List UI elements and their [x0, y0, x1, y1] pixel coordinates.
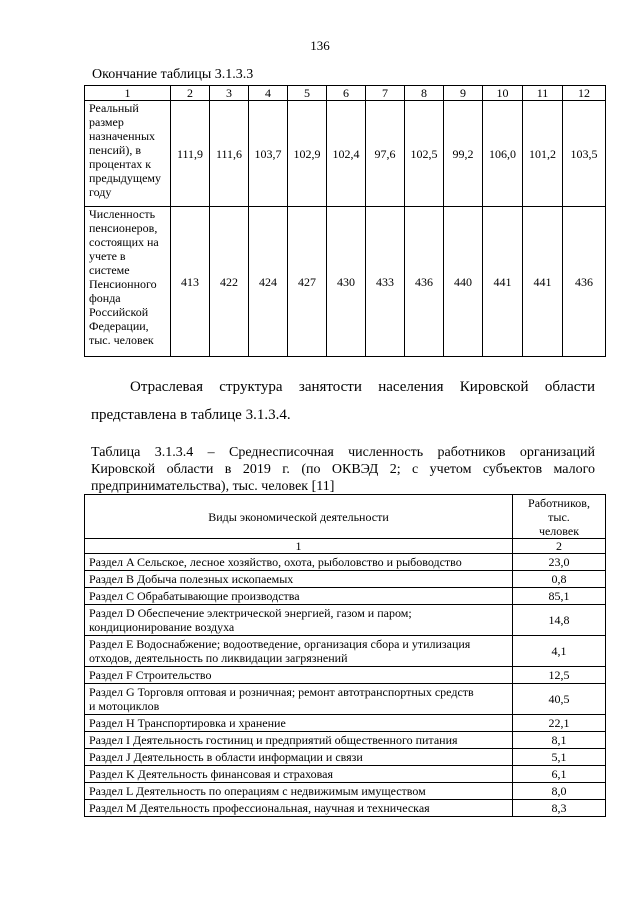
activity-name-line: Раздел B Добыча полезных ископаемых [89, 572, 294, 586]
table2-row [85, 636, 606, 667]
workers-value: 85,1 [513, 588, 606, 605]
label-line: системе [89, 263, 130, 277]
activity-name-line: Раздел I Деятельность гостиниц и предприятий общественного питания [89, 733, 458, 747]
activity-name-line: Раздел E Водоснабжение; водоотведение, организация сбора и утилизация [89, 637, 471, 651]
header-line: Работников, [528, 495, 590, 510]
table2-header-row [85, 495, 606, 539]
table1-col-number: 4 [249, 86, 288, 101]
paragraph-line-1: Отраслевая структура занятости населения Кировской области [130, 379, 595, 395]
table2-col1-header: Виды экономической деятельности [85, 495, 513, 539]
table2-col-number: 1 [85, 539, 513, 554]
table2-row [85, 588, 606, 605]
activity-name-line: Раздел D Обеспечение электрической энергией, газом и паром; [89, 606, 412, 620]
label-line: году [89, 185, 112, 199]
table1-cell: 103,5 [563, 101, 606, 207]
table1-row-label [85, 101, 171, 207]
table1-row [85, 101, 606, 207]
label-line: Федерации, [89, 319, 149, 333]
header-line: человек [538, 523, 580, 538]
activity-name-line: Раздел C Обрабатывающие производства [89, 589, 300, 603]
label-line: процентах к [89, 157, 152, 171]
label-line: Реальный [89, 101, 139, 115]
table2-row [85, 766, 606, 783]
table1-col-number: 8 [405, 86, 444, 101]
table1-col-number: 1 [85, 86, 171, 101]
table1-cell: 424 [249, 207, 288, 357]
table1-cell: 441 [483, 207, 523, 357]
table1-cell: 422 [210, 207, 249, 357]
workers-value: 12,5 [513, 667, 606, 684]
table1-cell: 106,0 [483, 101, 523, 207]
table2-col2-header [513, 495, 606, 539]
table2-row [85, 667, 606, 684]
table1-cell: 436 [405, 207, 444, 357]
table2-row [85, 715, 606, 732]
table1-cell: 436 [563, 207, 606, 357]
label-line: учете в [89, 249, 126, 263]
activity-name [85, 800, 513, 817]
table2-row [85, 605, 606, 636]
table1-col-number: 7 [366, 86, 405, 101]
table2-caption [91, 444, 595, 495]
table2-row [85, 749, 606, 766]
table1-col-number: 3 [210, 86, 249, 101]
table1-cell: 111,9 [171, 101, 210, 207]
activity-name [85, 571, 513, 588]
activity-name [85, 588, 513, 605]
table2-number-row [85, 539, 606, 554]
activity-name [85, 667, 513, 684]
paragraph-line-2: представлена в таблице 3.1.3.4. [91, 407, 291, 423]
table1-cell: 111,6 [210, 101, 249, 207]
table1-cell: 433 [366, 207, 405, 357]
label-line: размер [89, 115, 124, 129]
workers-value: 40,5 [513, 684, 606, 715]
table1-col-number: 5 [288, 86, 327, 101]
pension-table [84, 85, 606, 357]
table1-cell: 101,2 [523, 101, 563, 207]
table1-col-number: 6 [327, 86, 366, 101]
table2-col-number: 2 [513, 539, 606, 554]
table2-caption-line-1: Таблица 3.1.3.4 – Среднесписочная численность работников организаций [91, 445, 595, 460]
activity-name-line: Раздел J Деятельность в области информации и связи [89, 750, 363, 764]
table1-cell: 102,9 [288, 101, 327, 207]
activity-name [85, 749, 513, 766]
table1-cell: 99,2 [444, 101, 483, 207]
table1-col-number: 9 [444, 86, 483, 101]
activity-name-line: Раздел L Деятельность по операциям с недвижимым имуществом [89, 784, 426, 798]
workers-value: 5,1 [513, 749, 606, 766]
workers-value: 4,1 [513, 636, 606, 667]
workers-value: 6,1 [513, 766, 606, 783]
activity-name [85, 766, 513, 783]
activity-name [85, 783, 513, 800]
activity-name-line: и мотоциклов [89, 699, 160, 713]
table1-row [85, 207, 606, 357]
table2-row [85, 554, 606, 571]
label-line: пенсий), в [89, 143, 142, 157]
table1-col-number: 2 [171, 86, 210, 101]
activity-name [85, 554, 513, 571]
table1-col-number: 12 [563, 86, 606, 101]
label-line: предыдущему [89, 171, 162, 185]
table2-row [85, 684, 606, 715]
table1-header-row [85, 86, 606, 101]
table1-cell: 102,5 [405, 101, 444, 207]
label-line: Пенсионного [89, 277, 157, 291]
activity-name [85, 732, 513, 749]
table1-cell: 427 [288, 207, 327, 357]
table2-row [85, 800, 606, 817]
activity-name [85, 715, 513, 732]
activity-name-line: Раздел G Торговля оптовая и розничная; ремонт автотранспортных средств [89, 685, 474, 699]
workers-value: 8,0 [513, 783, 606, 800]
activity-name [85, 636, 513, 667]
header-line: тыс. [548, 509, 570, 524]
label-line: тыс. человек [89, 333, 154, 347]
label-line: фонда [89, 291, 121, 305]
table1-cell: 97,6 [366, 101, 405, 207]
activity-name-line: Раздел A Сельское, лесное хозяйство, охота, рыболовство и рыбоводство [89, 555, 462, 569]
activity-name-line: Раздел M Деятельность профессиональная, научная и техническая [89, 801, 430, 815]
label-line: Российской [89, 305, 149, 319]
table1-col-number: 11 [523, 86, 563, 101]
activity-name-line: Раздел K Деятельность финансовая и страховая [89, 767, 333, 781]
table1-cell: 430 [327, 207, 366, 357]
label-line: состоящих на [89, 235, 159, 249]
table1-cell: 440 [444, 207, 483, 357]
table1-cell: 102,4 [327, 101, 366, 207]
table1-caption: Окончание таблицы 3.1.3.3 [92, 67, 254, 82]
table2-caption-line-3: предпринимательства), тыс. человек [11] [91, 479, 335, 494]
workers-value: 8,1 [513, 732, 606, 749]
workers-value: 14,8 [513, 605, 606, 636]
table2-caption-line-2: Кировской области в 2019 г. (по ОКВЭД 2; с учетом субъектов малого [91, 462, 595, 477]
paragraph [91, 373, 595, 429]
workers-value: 0,8 [513, 571, 606, 588]
activity-name-line: кондиционирование воздуха [89, 620, 235, 634]
workers-value: 22,1 [513, 715, 606, 732]
table1-cell: 413 [171, 207, 210, 357]
label-line: Численность [89, 207, 156, 221]
activity-name-line: Раздел F Строительство [89, 668, 212, 682]
table1-col-number: 10 [483, 86, 523, 101]
activity-name [85, 684, 513, 715]
employment-table [84, 494, 606, 817]
workers-value: 8,3 [513, 800, 606, 817]
label-line: пенсионеров, [89, 221, 158, 235]
table1-row-label [85, 207, 171, 357]
label-line: назначенных [89, 129, 156, 143]
activity-name-line: Раздел H Транспортировка и хранение [89, 716, 286, 730]
table1-cell: 441 [523, 207, 563, 357]
table1-cell: 103,7 [249, 101, 288, 207]
activity-name [85, 605, 513, 636]
page-number: 136 [310, 38, 330, 53]
activity-name-line: отходов, деятельность по ликвидации загрязнений [89, 651, 348, 665]
table2-row [85, 732, 606, 749]
table2-row [85, 783, 606, 800]
table2-row [85, 571, 606, 588]
workers-value: 23,0 [513, 554, 606, 571]
